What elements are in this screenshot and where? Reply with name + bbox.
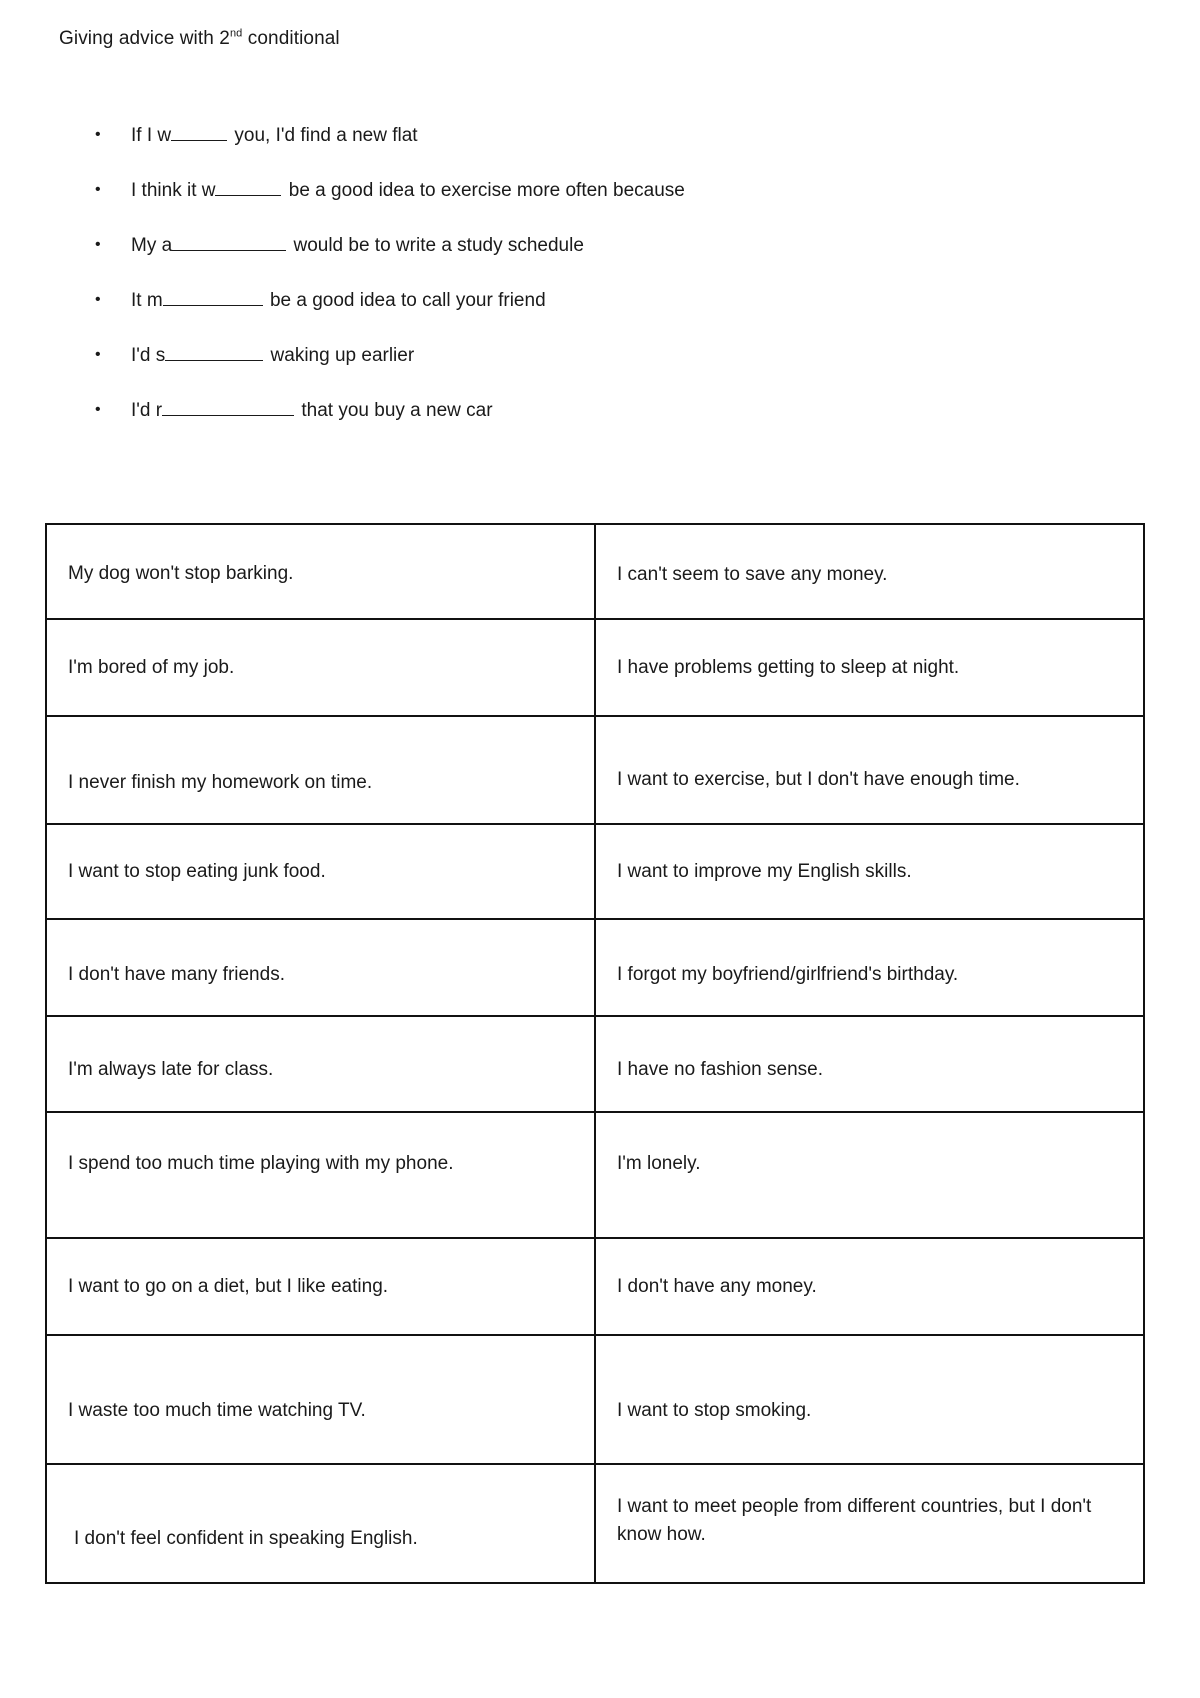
problem-card [46,919,595,1016]
bullet-icon: • [95,291,101,308]
fill-in-blank[interactable] [165,343,263,361]
problem-card [46,1112,595,1238]
problem-text: I never finish my homework on time. [68,772,373,793]
problem-card [595,1016,1144,1112]
fill-in-blank[interactable] [163,288,263,306]
problem-text: I want to stop smoking. [617,1399,812,1421]
advice-prompt-text [131,343,414,368]
bullet-icon: • [95,236,101,253]
problem-text: I forgot my boyfriend/girlfriend's birthday. [617,963,959,985]
prompt-after: be a good idea to exercise more often because [283,180,685,201]
prompt-before: My a [131,235,173,256]
prompt-before: I think it w [131,180,216,201]
problem-card [46,1016,595,1112]
table-row [46,1464,1144,1583]
table-row [46,1016,1144,1112]
prompt-before: It m [131,290,163,311]
problem-text: I'm always late for class. [68,1059,274,1080]
page-title-tail: conditional [242,28,340,49]
fill-in-blank[interactable] [172,233,286,251]
problem-card [46,1464,595,1583]
problem-card [46,619,595,716]
advice-prompt-text [131,123,418,148]
prompt-after: that you buy a new car [296,400,493,421]
bullet-icon: • [95,401,101,418]
fill-in-blank[interactable] [171,123,227,141]
problem-text: I want to stop eating junk food. [68,860,326,882]
problem-card [595,716,1144,824]
table-row [46,1335,1144,1464]
advice-prompt-text [131,288,546,313]
problem-cards-table [45,523,1145,1584]
prompt-before: I'd r [131,400,163,421]
bullet-icon: • [95,126,101,143]
advice-prompt-text [131,178,685,203]
problem-text: I have no fashion sense. [617,1059,823,1080]
problem-text: I want to go on a diet, but I like eating. [68,1275,389,1297]
problem-text: I want to meet people from different countries, but I don't know how. [617,1495,1092,1545]
fill-in-blank[interactable] [215,178,281,196]
prompt-before: If I w [131,125,172,146]
problem-text: I want to improve my English skills. [617,860,912,882]
problem-text: I spend too much time playing with my phone. [68,1153,454,1174]
table-row [46,716,1144,824]
problem-text: I can't seem to save any money. [617,563,888,585]
problem-text: I waste too much time watching TV. [68,1399,366,1421]
page-title [59,28,340,50]
prompt-before: I'd s [131,345,166,366]
problem-card [46,524,595,619]
page-title-superscript: nd [229,27,243,40]
problem-text: I'm bored of my job. [68,656,235,678]
problem-card [595,1464,1144,1583]
problem-card [595,1335,1144,1464]
table-row [46,619,1144,716]
table-row [46,1112,1144,1238]
problem-text: I don't have many friends. [68,963,285,985]
problem-text: I don't feel confident in speaking English. [74,1527,418,1549]
prompt-after: would be to write a study schedule [288,235,584,256]
problem-card [46,716,595,824]
table-row [46,524,1144,619]
problem-text: I don't have any money. [617,1275,817,1297]
problem-text: I'm lonely. [617,1153,701,1174]
problem-text: My dog won't stop barking. [68,562,294,584]
table-row [46,824,1144,919]
table-row [46,1238,1144,1335]
table-row [46,919,1144,1016]
problem-card [595,619,1144,716]
problem-card [595,824,1144,919]
problem-card [595,1238,1144,1335]
advice-prompt-text [131,233,584,258]
fill-in-blank[interactable] [162,398,294,416]
problem-card [595,919,1144,1016]
problem-card [46,1238,595,1335]
problem-card [46,1335,595,1464]
prompt-after: be a good idea to call your friend [264,290,546,311]
page-title-text: Giving advice with 2 [59,28,230,49]
problem-text: I have problems getting to sleep at night. [617,656,960,678]
bullet-icon: • [95,346,101,363]
prompt-after: waking up earlier [265,345,415,366]
prompt-after: you, I'd find a new flat [229,125,418,146]
advice-prompt-text [131,398,493,423]
problem-card [595,524,1144,619]
problem-card [595,1112,1144,1238]
problem-text: I want to exercise, but I don't have enough time. [617,769,1020,790]
problem-card [46,824,595,919]
bullet-icon: • [95,181,101,198]
